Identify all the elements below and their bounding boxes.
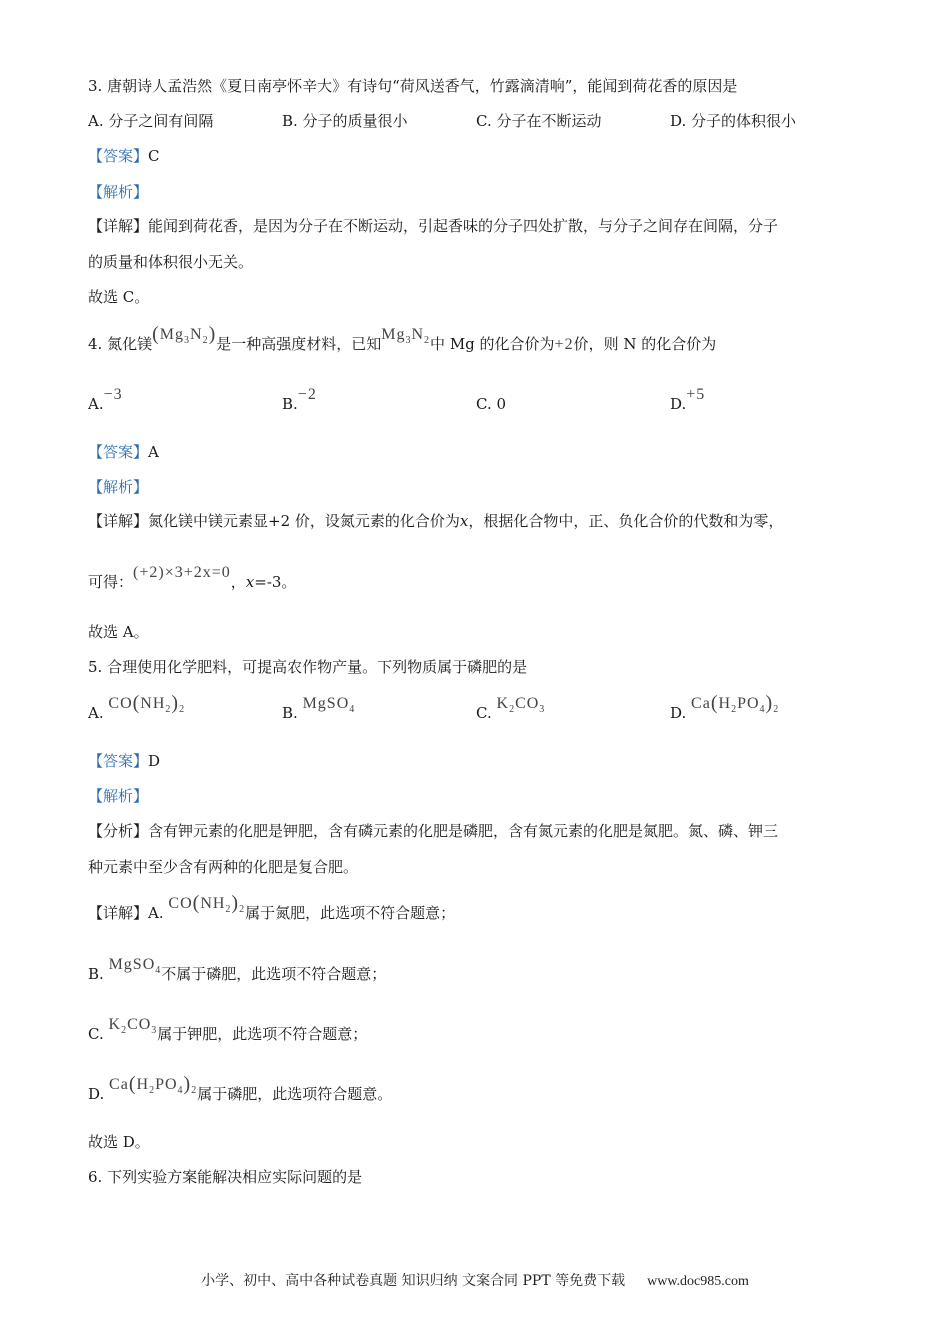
q5-detail-c: C. $K_2CO_3$属于钾肥，此选项不符合题意； [88, 1016, 368, 1043]
page-footer [0, 1270, 950, 1290]
q5-detail-b: B. MgSO$_4$不属于磷肥，此选项不符合题意； [88, 956, 387, 983]
answer-tag: 【答案】 [88, 752, 149, 770]
formula-mg3n2: $(Mg_3N_2)$ [152, 323, 217, 347]
detail-tag: 【详解】 [88, 512, 149, 530]
answer-value: A [148, 443, 159, 461]
q4-option-a: A.−3 [88, 386, 123, 413]
q5-detail-d: D. $Ca(H_2PO_4)_2$属于磷肥，此选项符合题意。 [88, 1073, 393, 1103]
valence-value: +2 [554, 336, 574, 353]
formula-urea: $CO(NH_2)_2$ [108, 692, 186, 716]
q6-stem: 6. 下列实验方案能解决相应实际问题的是 [88, 1168, 363, 1186]
q4-conclusion: 故选 A。 [88, 623, 149, 641]
q5-analysis-tag: 【解析】 [88, 787, 149, 805]
formula-mg3n2-inline: $Mg_3N_2$ [381, 326, 431, 347]
q3-analysis-tag: 【解析】 [88, 183, 149, 201]
q4-derivation: 可得：(+2)×3+2x=0，x=-3。 [88, 564, 297, 591]
q5-option-b: B. MgSO$_4$ [282, 695, 356, 722]
q3-option-a: A. 分子之间有间隔 [88, 112, 214, 130]
footer-link[interactable]: www.doc985.com [647, 1274, 749, 1289]
q4-stem-prefix: 4. 氮化镁 [88, 335, 153, 353]
detail-tag: 【详解】 [88, 904, 149, 922]
q5-conclusion: 故选 D。 [88, 1133, 150, 1151]
q4-detail-line1: 【详解】氮化镁中镁元素显+2 价，设氮元素的化合价为x，根据化合物中，正、负化合价的代数和为零， [88, 512, 784, 530]
detail-tag: 【详解】 [88, 217, 149, 235]
q4-stem-end: 价，则 N 的化合价为 [573, 335, 717, 353]
footer-text: 小学、初中、高中各种试卷真题 知识归纳 文案合同 PPT 等免费下载 [201, 1273, 626, 1289]
q5-answer [88, 751, 160, 771]
q4-option-d: D.+5 [670, 386, 706, 413]
q4-option-b: B.−2 [282, 386, 317, 413]
q5-stem: 5. 合理使用化学肥料，可提高农作物产量。下列物质属于磷肥的是 [88, 658, 528, 676]
answer-tag: 【答案】 [88, 443, 149, 461]
detail-text: 能闻到荷花香，是因为分子在不断运动，引起香味的分子四处扩散，与分子之间存在间隔，分子 [148, 217, 779, 235]
q3-conclusion: 故选 C。 [88, 288, 150, 306]
q5-option-d: D. $Ca(H_2PO_4)_2$ [670, 692, 780, 722]
q3-detail-line1 [88, 216, 778, 236]
q5-fenxi-line2: 种元素中至少含有两种的化肥是复合肥。 [88, 858, 359, 876]
q4-analysis-tag: 【解析】 [88, 478, 149, 496]
q3-option-d: D. 分子的体积很小 [670, 112, 797, 130]
q4-answer [88, 442, 159, 462]
fenxi-tag: 【分析】 [88, 822, 149, 840]
q3-stem: 3. 唐朝诗人孟浩然《夏日南亭怀辛大》有诗句“荷风送香气，竹露滴清响”，能闻到荷花香的原因是 [88, 77, 738, 95]
q5-option-a: A. $CO(NH_2)_2$ [88, 692, 186, 722]
answer-value: C [148, 147, 160, 165]
q3-option-c: C. 分子在不断运动 [476, 112, 602, 130]
q4-stem [88, 323, 717, 361]
q3-answer [88, 146, 160, 166]
formula-mgso4: MgSO$_4$ [302, 695, 356, 716]
equation: (+2)×3+2x=0 [133, 564, 231, 581]
answer-tag: 【答案】 [88, 147, 149, 165]
q5-fenxi-line1: 【分析】含有钾元素的化肥是钾肥，含有磷元素的化肥是磷肥，含有氮元素的化肥是氮肥。氮、磷、钾三 [88, 822, 779, 840]
answer-value: D [148, 752, 161, 770]
q4-option-c: C. 0 [476, 395, 507, 413]
q3-detail-line2: 的质量和体积很小无关。 [88, 253, 254, 271]
q3-option-b: B. 分子的质量很小 [282, 112, 408, 130]
formula-cah2po4: $Ca(H_2PO_4)_2$ [691, 692, 780, 716]
q5-detail-a: 【详解】A. $CO(NH_2)_2$属于氮肥，此选项不符合题意； [88, 892, 456, 922]
q4-stem-mid: 是一种高强度材料，已知 [216, 335, 382, 353]
formula-k2co3: $K_2CO_3$ [496, 695, 546, 716]
q4-stem-mid2: 中 Mg 的化合价为 [430, 335, 555, 353]
q5-option-c: C. $K_2CO_3$ [476, 695, 546, 722]
